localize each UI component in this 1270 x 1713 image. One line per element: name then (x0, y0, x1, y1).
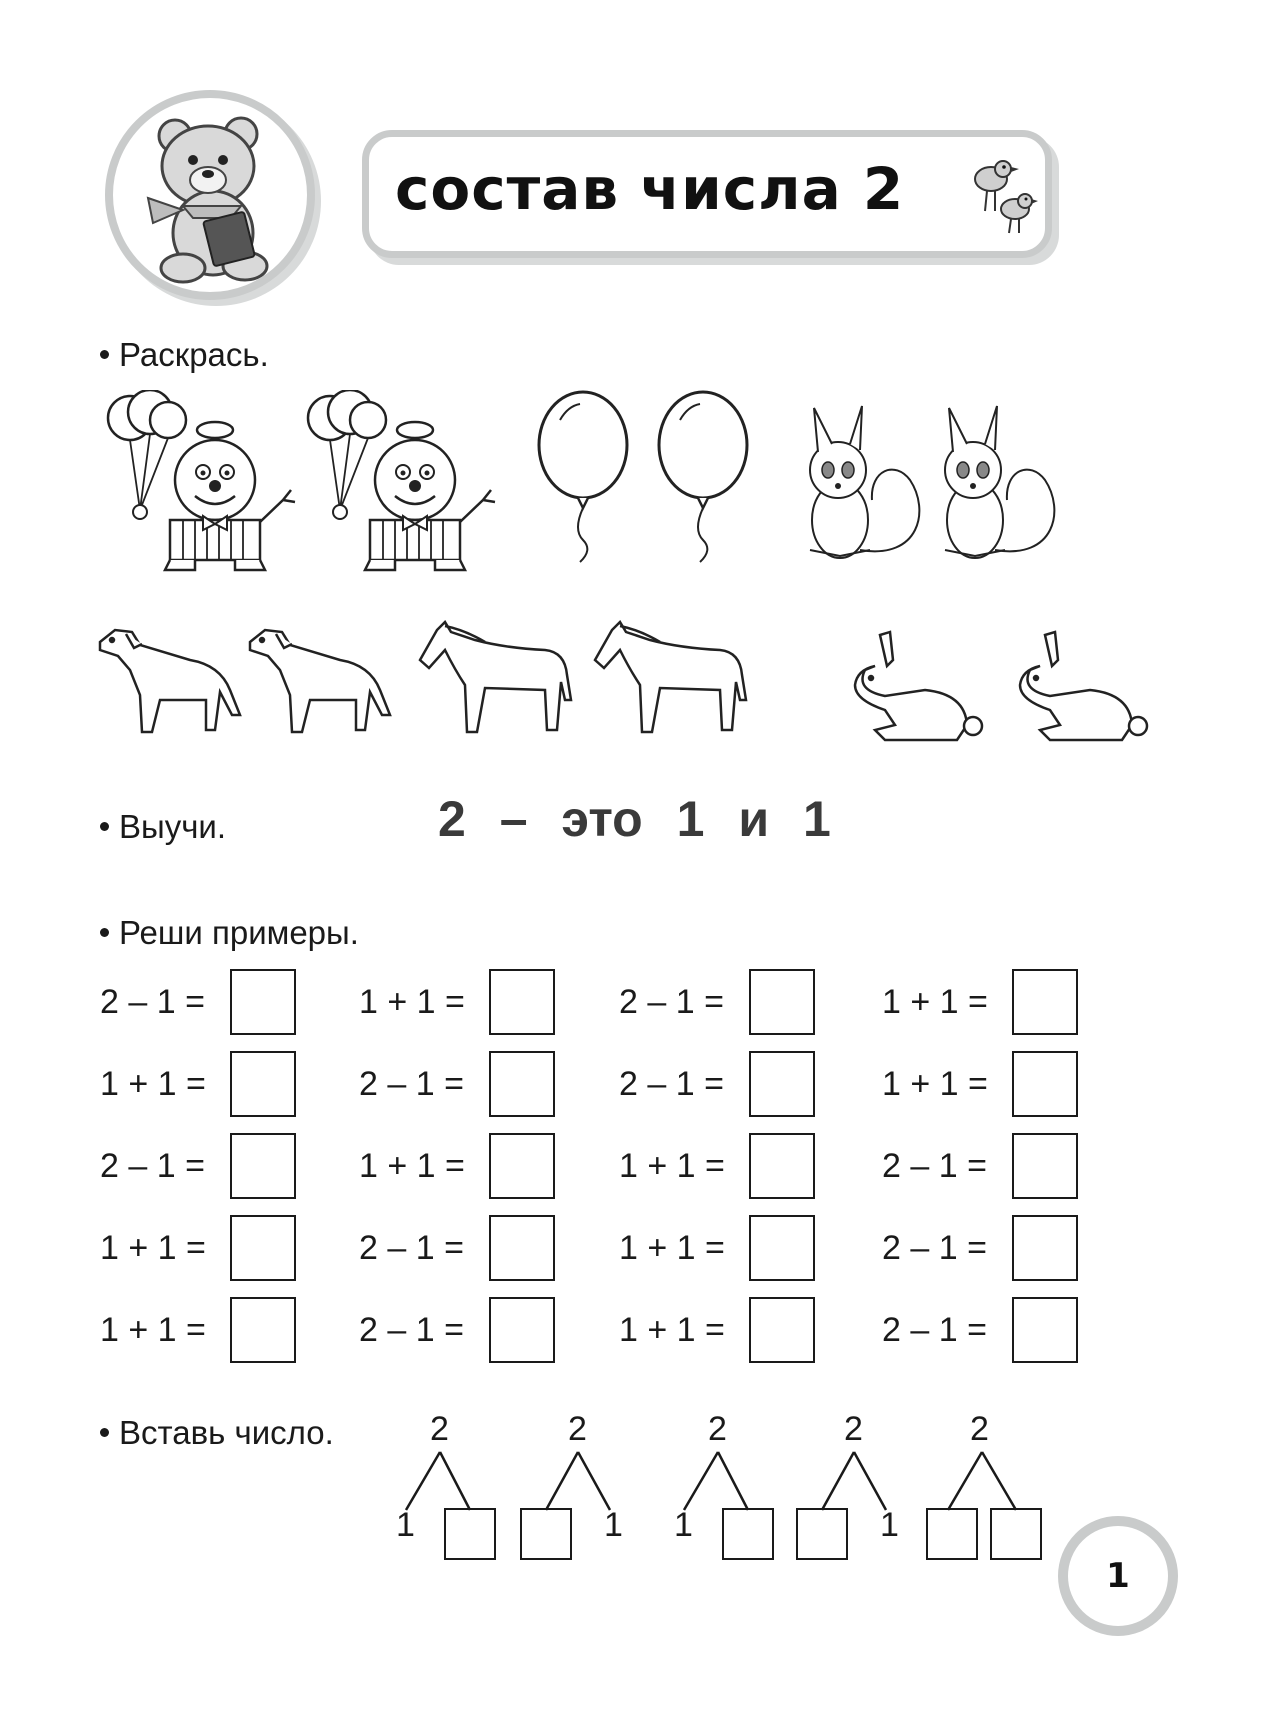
bear-medallion (105, 90, 315, 300)
task-learn-label: Выучи. (119, 808, 227, 845)
horse-icon (595, 622, 746, 732)
dog-icon (100, 630, 240, 732)
task-insert-label: Вставь число. (119, 1414, 334, 1451)
bullet-icon (100, 1428, 109, 1437)
answer-box[interactable] (1012, 1297, 1078, 1363)
number-tree (670, 1410, 810, 1560)
number-tree (392, 1410, 532, 1560)
example-expression: 2 – 1 = (100, 982, 205, 1021)
answer-box[interactable] (749, 1133, 815, 1199)
answer-box[interactable] (230, 1051, 296, 1117)
clown-icon (308, 390, 495, 570)
answer-box[interactable] (1012, 1133, 1078, 1199)
page-title: состав числа 2 (395, 155, 905, 223)
example-expression: 1 + 1 = (359, 1146, 465, 1185)
answer-box[interactable] (489, 969, 555, 1035)
examples-column-4 (882, 968, 1078, 1364)
example-expression: 2 – 1 = (619, 1064, 724, 1103)
answer-box[interactable] (230, 1133, 296, 1199)
horse-icon (420, 622, 571, 732)
page-number: 1 (1058, 1516, 1178, 1636)
example-expression: 1 + 1 = (619, 1228, 725, 1267)
balloon-icon (539, 392, 627, 562)
answer-box[interactable] (230, 1215, 296, 1281)
answer-box[interactable] (1012, 969, 1078, 1035)
bullet-icon (100, 350, 109, 359)
tree-right-box[interactable] (722, 1508, 774, 1560)
example-expression: 2 – 1 = (882, 1310, 987, 1349)
example-expression: 1 + 1 = (619, 1310, 725, 1349)
answer-box[interactable] (749, 1215, 815, 1281)
example-expression: 1 + 1 = (100, 1228, 206, 1267)
examples-column-3 (619, 968, 815, 1364)
example-expression: 1 + 1 = (619, 1146, 725, 1185)
answer-box[interactable] (230, 969, 296, 1035)
answer-box[interactable] (230, 1297, 296, 1363)
bullet-icon (100, 822, 109, 831)
examples-column-2 (359, 968, 555, 1364)
number-tree (796, 1410, 936, 1560)
task-color (100, 336, 269, 374)
answer-box[interactable] (1012, 1215, 1078, 1281)
answer-box[interactable] (489, 1051, 555, 1117)
answer-box[interactable] (489, 1215, 555, 1281)
tree-left-box[interactable] (796, 1508, 848, 1560)
squirrel-icon (810, 406, 919, 558)
clown-icon (108, 390, 295, 570)
answer-box[interactable] (749, 1297, 815, 1363)
coloring-row-1 (95, 390, 1175, 600)
example-expression: 1 + 1 = (882, 1064, 988, 1103)
example-expression: 1 + 1 = (359, 982, 465, 1021)
task-solve-label: Реши примеры. (119, 914, 359, 951)
tree-top-number: 2 (430, 1410, 449, 1448)
answer-box[interactable] (489, 1133, 555, 1199)
teddy-bear-icon (113, 98, 307, 292)
example-expression: 2 – 1 = (100, 1146, 205, 1185)
tree-top-number: 2 (970, 1410, 989, 1448)
rabbit-icon (855, 632, 982, 740)
example-expression: 2 – 1 = (882, 1146, 987, 1185)
tree-top-number: 2 (708, 1410, 727, 1448)
tree-right-number: 1 (604, 1506, 623, 1544)
tree-right-number: 1 (880, 1506, 899, 1544)
examples-column-1 (100, 968, 296, 1364)
answer-box[interactable] (749, 969, 815, 1035)
example-expression: 2 – 1 = (359, 1064, 464, 1103)
learn-fact: 2 – это 1 и 1 (438, 791, 831, 847)
tree-right-box[interactable] (990, 1508, 1042, 1560)
example-expression: 1 + 1 = (100, 1310, 206, 1349)
tree-right-box[interactable] (444, 1508, 496, 1560)
number-tree (926, 1410, 1066, 1560)
example-expression: 1 + 1 = (882, 982, 988, 1021)
example-expression: 2 – 1 = (359, 1228, 464, 1267)
birds-icon (961, 149, 1041, 239)
answer-box[interactable] (1012, 1051, 1078, 1117)
answer-box[interactable] (749, 1051, 815, 1117)
coloring-row-2 (90, 620, 1170, 750)
tree-left-box[interactable] (520, 1508, 572, 1560)
bullet-icon (100, 928, 109, 937)
tree-top-number: 2 (844, 1410, 863, 1448)
example-expression: 1 + 1 = (100, 1064, 206, 1103)
example-expression: 2 – 1 = (882, 1228, 987, 1267)
squirrel-icon (945, 406, 1054, 558)
title-banner (362, 130, 1052, 258)
tree-left-box[interactable] (926, 1508, 978, 1560)
task-learn (100, 808, 226, 846)
answer-box[interactable] (489, 1297, 555, 1363)
dog-icon (250, 630, 390, 732)
balloon-icon (659, 392, 747, 562)
example-expression: 2 – 1 = (619, 982, 724, 1021)
task-color-label: Раскрась. (119, 336, 269, 373)
task-solve (100, 914, 359, 952)
example-expression: 2 – 1 = (359, 1310, 464, 1349)
tree-left-number: 1 (396, 1506, 415, 1544)
tree-top-number: 2 (568, 1410, 587, 1448)
task-insert (100, 1414, 334, 1452)
rabbit-icon (1020, 632, 1147, 740)
tree-left-number: 1 (674, 1506, 693, 1544)
number-tree (520, 1410, 660, 1560)
